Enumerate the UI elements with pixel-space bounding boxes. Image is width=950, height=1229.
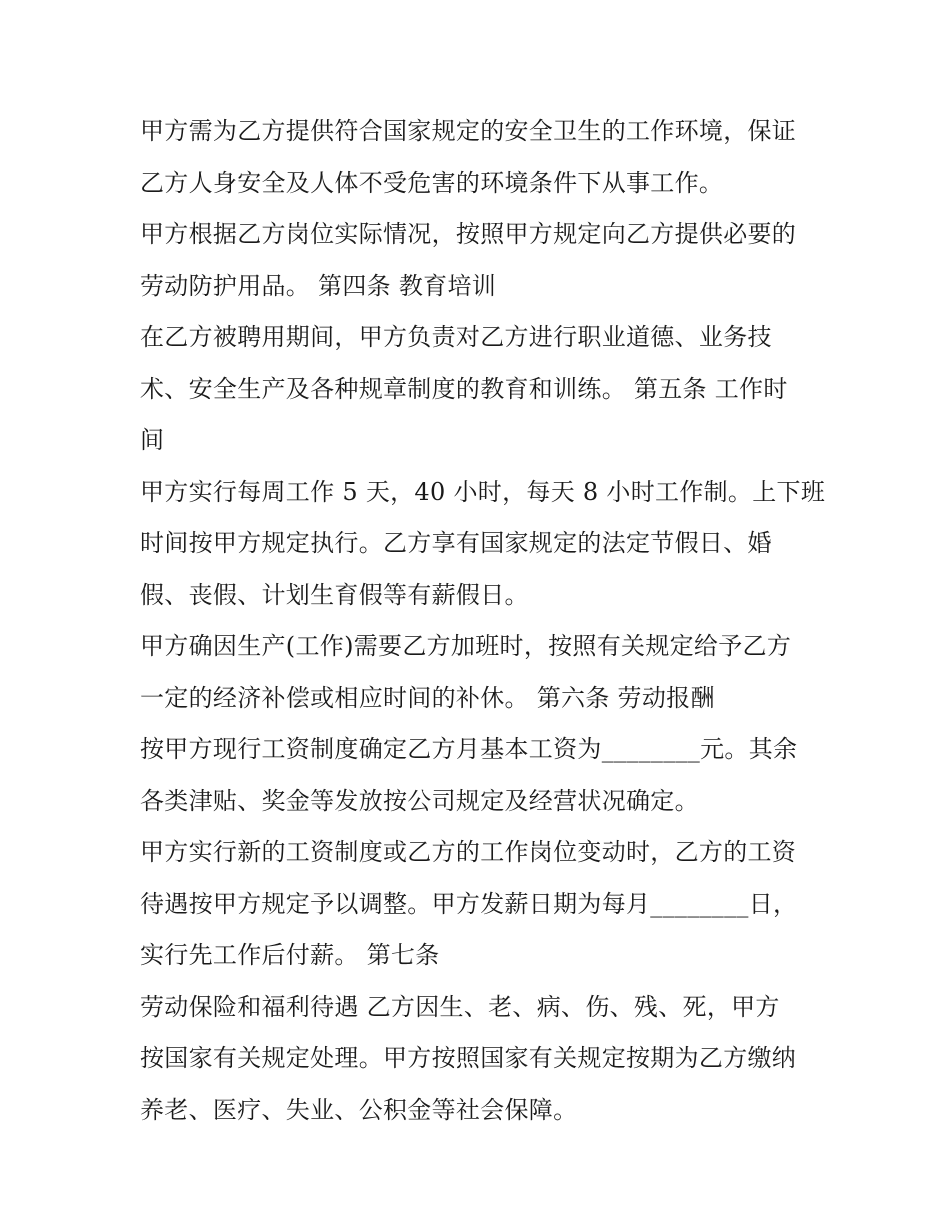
text-line: 一定的经济补偿或相应时间的补休。 第六条 劳动报酬	[140, 683, 715, 712]
text-line: 假、丧假、计划生育假等有薪假日。	[140, 580, 529, 609]
text-line: 劳动防护用品。 第四条 教育培训	[140, 271, 497, 300]
text-line: 甲方确因生产(工作)需要乙方加班时，按照有关规定给予乙方	[140, 632, 792, 660]
text-line: 术、安全生产及各种规章制度的教育和训练。 第五条 工作时	[140, 374, 788, 403]
text-line: 各类津贴、奖金等发放按公司规定及经营状况确定。	[140, 786, 699, 815]
text-line: 在乙方被聘用期间，甲方负责对乙方进行职业道德、业务技	[140, 323, 772, 351]
text-line: 实行先工作后付薪。 第七条	[140, 941, 440, 969]
text-line: 劳动保险和福利待遇 乙方因生、老、病、伤、残、死，甲方	[140, 992, 780, 1021]
text-line: 甲方需为乙方提供符合国家规定的安全卫生的工作环境，保证	[140, 117, 797, 145]
text-line: 按甲方现行工资制度确定乙方月基本工资为________元。其余	[140, 735, 798, 763]
text-line: 待遇按甲方规定予以调整。甲方发薪日期为每月________日，	[140, 889, 798, 918]
text-line: 时间按甲方规定执行。乙方享有国家规定的法定节假日、婚	[140, 529, 772, 557]
text-line: 甲方实行每周工作 5 天，40 小时，每天 8 小时工作制。上下班	[140, 477, 826, 506]
text-line: 养老、医疗、失业、公积金等社会保障。	[140, 1095, 578, 1124]
text-line: 按国家有关规定处理。甲方按照国家有关规定按期为乙方缴纳	[140, 1044, 797, 1072]
text-line: 间	[140, 426, 165, 454]
text-line: 乙方人身安全及人体不受危害的环境条件下从事工作。	[140, 168, 724, 197]
text-line: 甲方根据乙方岗位实际情况，按照甲方规定向乙方提供必要的	[140, 220, 797, 248]
document-body	[140, 106, 826, 1136]
text-line: 甲方实行新的工资制度或乙方的工作岗位变动时，乙方的工资	[140, 838, 797, 866]
